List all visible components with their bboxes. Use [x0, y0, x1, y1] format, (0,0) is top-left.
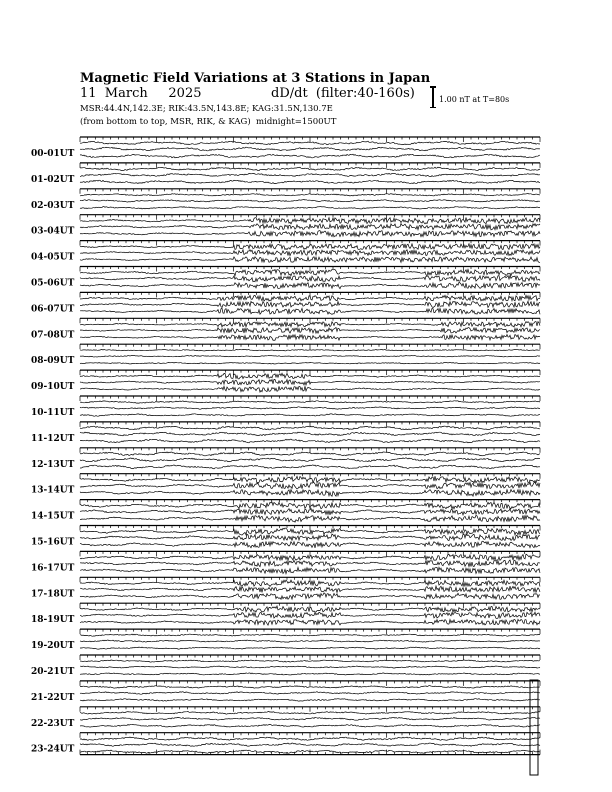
trace-RIK [80, 224, 540, 230]
station-coordinates: MSR:44.4N,142.3E; RIK:43.5N,143.8E; KAG:31.5N,130.7E [80, 104, 333, 114]
trace-KAG [80, 295, 540, 301]
trace-RIK [80, 534, 540, 541]
trace-MSR [80, 541, 540, 548]
row-label: 12-13UT [31, 459, 75, 470]
trace-MSR [80, 724, 540, 727]
row-20-21UT [31, 655, 540, 677]
trace-RIK [80, 640, 540, 642]
row-03-04UT [31, 215, 540, 237]
trace-RIK [80, 743, 540, 746]
trace-KAG [80, 686, 540, 689]
row-09-10UT [31, 370, 540, 392]
row-07-08UT [31, 318, 540, 340]
trace-MSR [80, 257, 540, 263]
trace-RIK [80, 432, 540, 436]
row-label: 11-12UT [31, 433, 75, 444]
trace-MSR [80, 567, 540, 573]
scale-label: 1.00 nT at T=80s [439, 95, 510, 104]
trace-MSR [80, 386, 540, 392]
trace-RIK [80, 200, 540, 203]
trace-MSR [80, 619, 540, 625]
station-order-note: (from bottom to top, MSR, RIK, & KAG) midnight=1500UT [80, 117, 337, 127]
row-label: 10-11UT [31, 408, 75, 418]
trace-MSR [80, 308, 540, 314]
trace-RIK [80, 355, 540, 357]
trace-RIK [80, 328, 540, 334]
row-label: 05-06UT [31, 278, 75, 289]
row-10-11UT [31, 396, 540, 418]
row-08-09UT [31, 344, 540, 366]
trace-MSR [80, 699, 540, 701]
trace-MSR [80, 647, 540, 649]
row-12-13UT [31, 448, 540, 470]
chart-component: dD/dt (filter:40-160s) [271, 86, 415, 101]
trace-RIK [80, 560, 540, 567]
row-label: 16-17UT [31, 563, 75, 574]
trace-KAG [80, 194, 540, 197]
chart-title: Magnetic Field Variations at 3 Stations in Japan [80, 71, 431, 86]
trace-RIK [80, 147, 540, 151]
trace-MSR [80, 515, 540, 522]
row-label: 22-23UT [31, 718, 75, 729]
row-04-05UT [31, 241, 540, 263]
trace-RIK [80, 666, 540, 668]
row-label: 20-21UT [31, 667, 75, 677]
row-label: 06-07UT [31, 304, 75, 315]
row-label: 21-22UT [31, 692, 75, 703]
row-label: 04-05UT [31, 252, 75, 263]
row-02-03UT [31, 189, 540, 211]
row-label: 01-02UT [31, 174, 75, 185]
trace-MSR [80, 154, 540, 158]
trace-KAG [80, 634, 540, 636]
row-15-16UT [31, 526, 540, 548]
offscale-marker [530, 680, 538, 775]
trace-KAG [80, 349, 540, 351]
trace-MSR [80, 282, 540, 288]
trace-RIK [80, 173, 540, 176]
trace-MSR [80, 439, 540, 443]
row-00-01UT [31, 137, 540, 159]
row-18-19UT [31, 603, 540, 625]
trace-RIK [80, 612, 540, 618]
trace-RIK [80, 717, 540, 720]
row-19-20UT [31, 629, 540, 651]
trace-MSR [80, 465, 540, 469]
trace-MSR [80, 362, 540, 364]
row-label: 09-10UT [31, 382, 75, 393]
trace-RIK [80, 458, 540, 462]
row-label: 08-09UT [31, 356, 75, 367]
row-21-22UT [31, 681, 540, 703]
trace-RIK [80, 407, 540, 410]
row-22-23UT [31, 707, 540, 729]
trace-MSR [80, 180, 540, 183]
trace-MSR [80, 489, 540, 496]
row-label: 17-18UT [31, 589, 75, 600]
trace-RIK [80, 692, 540, 695]
row-01-02UT [31, 163, 540, 185]
trace-KAG [80, 426, 540, 430]
trace-MSR [80, 207, 540, 210]
trace-KAG [80, 712, 540, 715]
row-label: 23-24UT [31, 744, 75, 755]
row-label: 13-14UT [31, 485, 75, 496]
row-13-14UT [31, 474, 540, 497]
row-label: 19-20UT [31, 641, 75, 652]
row-11-12UT [31, 422, 540, 444]
trace-KAG [80, 401, 540, 403]
trace-KAG [80, 660, 540, 662]
trace-RIK [80, 379, 540, 385]
trace-MSR [80, 673, 540, 675]
trace-RIK [80, 250, 540, 256]
trace-RIK [80, 508, 540, 515]
row-14-15UT [31, 500, 540, 522]
row-16-17UT [31, 551, 540, 573]
row-label: 14-15UT [31, 511, 75, 522]
row-label: 00-01UT [31, 149, 75, 159]
row-label: 18-19UT [31, 615, 75, 626]
trace-MSR [80, 593, 540, 599]
row-label: 07-08UT [31, 330, 75, 341]
trace-RIK [80, 301, 540, 307]
row-06-07UT [31, 292, 540, 314]
row-label: 02-03UT [31, 200, 75, 211]
trace-RIK [80, 586, 540, 593]
trace-MSR [80, 335, 540, 341]
row-05-06UT [31, 267, 540, 289]
row-17-18UT [31, 577, 540, 599]
trace-MSR [80, 231, 540, 237]
row-label: 03-04UT [31, 226, 75, 237]
row-label: 15-16UT [31, 537, 75, 548]
trace-MSR [80, 414, 540, 416]
chart-date: 11 March 2025 [80, 86, 202, 101]
trace-KAG [80, 452, 540, 456]
trace-RIK [80, 276, 540, 282]
trace-RIK [80, 482, 540, 489]
